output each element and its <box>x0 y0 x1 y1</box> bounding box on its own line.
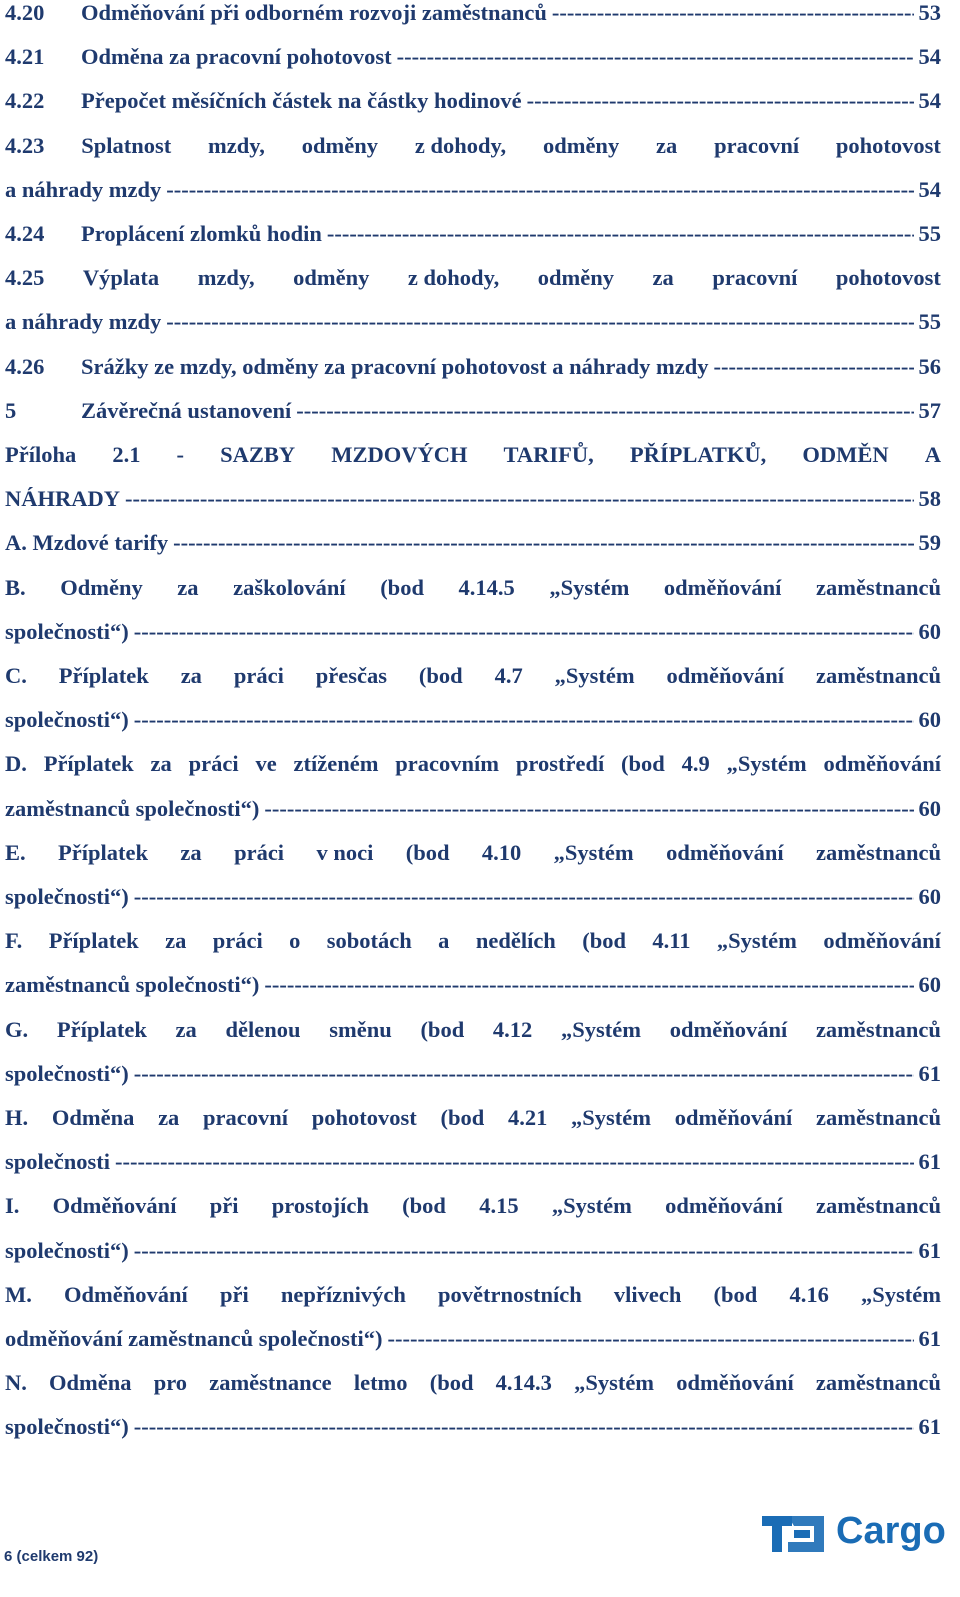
toc-word: (bod <box>418 663 463 688</box>
toc-word: a <box>438 928 450 954</box>
toc-page-number: 61 <box>918 1060 941 1086</box>
toc-leader-dots <box>166 309 913 335</box>
toc-word: prostředí <box>515 751 605 777</box>
toc-word: zaměstnanců <box>815 839 941 865</box>
toc-word: odměňování <box>666 663 785 688</box>
toc-entry-number: 4.24 <box>5 221 45 246</box>
toc-page-number: 58 <box>918 486 941 512</box>
toc-page-number: 59 <box>918 530 941 556</box>
toc-word: 4.21 <box>507 1105 548 1130</box>
toc-entry-first-line <box>5 1370 941 1414</box>
toc-word: 4.23 <box>5 132 45 158</box>
toc-leader-dots <box>134 707 914 733</box>
toc-entry-title: odměňování zaměstnanců společnosti“) <box>5 1326 383 1351</box>
toc-word: odměny <box>542 132 620 158</box>
toc-word: Příplatek <box>43 751 134 777</box>
toc-page-number: 60 <box>918 707 941 733</box>
toc-entry-first-line <box>5 1017 941 1061</box>
toc-leader-dots <box>173 530 913 556</box>
toc-leader-dots <box>134 1414 914 1440</box>
toc-leader-dots <box>296 398 913 424</box>
toc-entry-title: A. Mzdové tarify <box>5 530 169 556</box>
toc-word: Odměny <box>60 574 143 600</box>
toc-word: za <box>165 928 187 954</box>
toc-word: (bod <box>621 751 665 777</box>
toc-word: za <box>175 1016 197 1042</box>
toc-word: 4.25 <box>5 265 45 291</box>
toc-word: pohotovost <box>311 1105 417 1130</box>
toc-word: „Systém <box>716 928 797 954</box>
toc-word: D. <box>5 751 27 777</box>
toc-page-number: 54 <box>918 176 941 202</box>
toc-entry-first-line <box>5 575 941 619</box>
toc-word: práci <box>233 663 284 688</box>
toc-entry-continuation <box>5 177 941 221</box>
toc-word: „Systém <box>860 1281 941 1307</box>
toc-entry-title: společnosti“) <box>5 1414 129 1440</box>
toc-entry-number: 4.26 <box>5 353 45 379</box>
toc-leader-dots <box>115 1149 913 1175</box>
toc-entry-title: 4.21 Odměna za pracovní pohotovost <box>5 44 392 70</box>
toc-entry-first-line <box>5 442 941 486</box>
toc-word: dělenou <box>225 1016 301 1042</box>
toc-word: pohotovost <box>835 265 941 291</box>
toc-leader-dots <box>397 44 914 70</box>
toc-entry-continuation <box>5 707 941 751</box>
toc-entry-first-line <box>5 265 941 309</box>
toc-word: prostojích <box>271 1193 369 1219</box>
toc-entry-title: společnosti“) <box>5 884 129 909</box>
toc-entry-title: zaměstnanců společnosti“) <box>5 972 260 998</box>
toc-word: MZDOVÝCH <box>331 442 468 467</box>
toc-page-number: 54 <box>918 44 941 70</box>
toc-word: letmo <box>353 1370 408 1396</box>
toc-entry-continuation <box>5 1238 941 1282</box>
toc-word: Odměňování <box>52 1193 177 1219</box>
toc-word: G. <box>5 1016 29 1042</box>
toc-word: Splatnost <box>81 132 172 158</box>
toc-entry-title: 5 Závěrečná ustanovení <box>5 397 292 423</box>
toc-leader-dots <box>714 354 914 380</box>
toc-word: za <box>177 574 199 600</box>
toc-word: odměňování <box>665 1193 783 1219</box>
toc-entry <box>5 0 941 44</box>
toc-word: F. <box>5 928 23 954</box>
toc-entry-title: společnosti“) <box>5 1060 129 1086</box>
toc-page-number: 55 <box>918 221 941 246</box>
toc-word: (bod <box>713 1281 758 1307</box>
toc-word: za <box>656 132 678 158</box>
toc-word: (bod <box>582 928 626 954</box>
toc-word: Výplata <box>82 265 160 291</box>
toc-word: E. <box>5 839 26 865</box>
toc-entry-number: 4.22 <box>5 88 45 114</box>
toc-word: za <box>180 663 202 688</box>
toc-word: „Systém <box>554 663 635 688</box>
page-number: 6 (celkem 92) <box>4 1548 99 1565</box>
toc-word: zaměstnanců <box>815 1105 941 1130</box>
toc-word: odměňování <box>663 574 782 600</box>
toc-word: v noci <box>316 839 374 865</box>
toc-word: 4.9 <box>681 751 710 777</box>
toc-entry-first-line <box>5 1193 941 1237</box>
toc-leader-dots <box>264 972 913 998</box>
toc-word: SAZBY <box>220 442 296 467</box>
toc-word: práci <box>188 751 239 777</box>
toc-entry-continuation <box>5 972 941 1016</box>
toc-word: z dohody, <box>414 132 507 158</box>
toc-entry-title: společnosti <box>5 1149 111 1175</box>
toc-word: odměny <box>537 265 615 291</box>
toc-entry-title: 4.26 Srážky ze mzdy, odměny za pracovní pohotovost a náhrady mzdy <box>5 353 709 379</box>
toc-page-number: 56 <box>918 353 941 379</box>
toc-word: mzdy, <box>197 265 255 291</box>
toc-word: ODMĚN <box>802 442 889 467</box>
toc-word: pracovní <box>203 1105 289 1130</box>
toc-word: Odměna <box>51 1105 135 1130</box>
toc-leader-dots <box>125 486 914 512</box>
toc-word: odměňování <box>669 1016 788 1042</box>
toc-page-number: 61 <box>918 1326 941 1351</box>
toc-word: zaměstnanců <box>815 1370 941 1396</box>
toc-entry-first-line <box>5 133 941 177</box>
toc-page-number: 55 <box>918 309 941 335</box>
toc-entry-number: 4.20 <box>5 0 45 25</box>
toc-entry-title: a náhrady mzdy <box>5 309 162 335</box>
toc-word: (bod <box>429 1370 474 1396</box>
toc-entry-title: společnosti“) <box>5 618 129 644</box>
toc-word: N. <box>5 1370 27 1396</box>
toc-word: C. <box>5 663 27 688</box>
toc-leader-dots <box>552 0 914 26</box>
toc-word: „Systém <box>726 751 807 777</box>
toc-word: odměny <box>293 265 370 291</box>
toc-word: „Systém <box>561 1016 641 1042</box>
toc-entry <box>5 354 941 398</box>
toc-leader-dots <box>134 1238 914 1264</box>
toc-word: z dohody, <box>407 265 500 291</box>
toc-entry-continuation <box>5 486 941 530</box>
toc-word: zaměstnance <box>209 1370 332 1396</box>
toc-word: odměny <box>301 132 379 158</box>
toc-word: 4.7 <box>494 663 523 688</box>
toc-leader-dots <box>264 796 913 822</box>
toc-word: Příplatek <box>48 928 139 954</box>
toc-word: při <box>219 1281 249 1307</box>
toc-word: nedělích <box>475 928 556 954</box>
toc-word: TARIFŮ, <box>503 442 594 467</box>
toc-leader-dots <box>134 1061 914 1087</box>
toc-word: A <box>924 442 941 467</box>
toc-leader-dots <box>527 88 914 114</box>
toc-word: zaměstnanců <box>815 663 941 688</box>
toc-word: zaměstnanců <box>815 1193 941 1219</box>
toc-word: zaměstnanců <box>816 574 941 600</box>
toc-word: - <box>176 442 185 467</box>
toc-word: odměňování <box>823 928 941 954</box>
toc-entry-first-line <box>5 840 941 884</box>
toc-word: 4.12 <box>492 1016 533 1042</box>
toc-entry-first-line <box>5 663 941 707</box>
toc-entry-continuation <box>5 1414 941 1458</box>
toc-page-number: 61 <box>918 1237 941 1263</box>
toc-word: přesčas <box>315 663 387 688</box>
toc-entry-number: 5 <box>5 397 17 423</box>
toc-word: Odměna <box>49 1370 132 1396</box>
toc-word: (bod <box>380 574 424 600</box>
toc-word: pohotovost <box>835 132 941 158</box>
toc-word: 4.16 <box>789 1281 829 1307</box>
toc-entry-first-line <box>5 928 941 972</box>
toc-page-number: 60 <box>918 972 941 998</box>
toc-word: H. <box>5 1105 29 1130</box>
toc-entry-continuation <box>5 1061 941 1105</box>
toc-word: odměňování <box>676 1370 794 1396</box>
toc-word: Příplatek <box>56 1016 147 1042</box>
toc-entry-continuation <box>5 884 941 928</box>
toc-word: pracovní <box>712 265 798 291</box>
toc-entry-first-line <box>5 1105 941 1149</box>
toc-word: Příplatek <box>58 839 149 865</box>
toc-word: „Systém <box>574 1370 655 1396</box>
toc-word: PŘÍPLATKŮ, <box>629 442 767 467</box>
toc-entry-title: 4.22 Přepočet měsíčních částek na částky hodinové <box>5 88 522 114</box>
toc-word: povětrnostních <box>438 1281 582 1307</box>
toc-word: Odměňování <box>64 1281 188 1307</box>
toc-page-number: 57 <box>918 397 941 423</box>
toc-word: odměňování <box>674 1105 793 1130</box>
toc-page-number: 54 <box>918 88 941 114</box>
toc-word: ztíženém <box>293 751 379 777</box>
toc-entry-title: a náhrady mzdy <box>5 176 162 202</box>
toc-entry-first-line <box>5 1282 941 1326</box>
toc-entry-title: 4.24 Proplácení zlomků hodin <box>5 221 322 246</box>
toc-word: práci <box>212 928 263 954</box>
toc-word: sobotách <box>326 928 412 954</box>
toc-entry-continuation <box>5 309 941 353</box>
toc-leader-dots <box>134 884 914 910</box>
toc-word: směnu <box>329 1016 392 1042</box>
toc-word: za <box>158 1105 180 1130</box>
toc-entry-continuation <box>5 1326 941 1370</box>
toc-word: Příplatek <box>58 663 149 688</box>
toc-word: 4.11 <box>652 928 691 954</box>
toc-leader-dots <box>166 177 913 203</box>
toc-word: (bod <box>420 1016 465 1042</box>
toc-leader-dots <box>134 619 914 645</box>
toc-entry-continuation <box>5 796 941 840</box>
toc-word: odměňování <box>666 839 784 865</box>
toc-entry-continuation <box>5 1149 941 1193</box>
toc-entry-number: 4.21 <box>5 44 45 70</box>
toc-word: „Systém <box>571 1105 652 1130</box>
toc-word: nepříznivých <box>280 1281 406 1307</box>
toc-entry-title: zaměstnanců společnosti“) <box>5 795 260 821</box>
toc-word: M. <box>5 1281 32 1307</box>
toc-leader-dots <box>327 221 914 247</box>
toc-word: zaměstnanců <box>815 1016 941 1042</box>
toc-leader-dots <box>388 1326 914 1352</box>
toc-entry <box>5 88 941 132</box>
toc-word: „Systém <box>551 1193 632 1219</box>
toc-entry <box>5 221 941 265</box>
toc-page-number: 53 <box>918 0 941 25</box>
toc-word: odměňování <box>823 751 941 777</box>
toc-entry <box>5 44 941 88</box>
toc-word: o <box>289 928 301 954</box>
toc-word: 4.10 <box>481 839 522 865</box>
toc-page-number: 61 <box>918 1414 941 1440</box>
toc-word: pracovní <box>714 132 800 158</box>
toc-entry <box>5 398 941 442</box>
toc-word: 4.14.5 <box>458 574 515 600</box>
toc-word: zaškolování <box>233 574 346 600</box>
toc-entry-continuation <box>5 619 941 663</box>
toc-word: (bod <box>405 839 450 865</box>
toc-entry-first-line <box>5 751 941 795</box>
toc-page-number: 61 <box>918 1149 941 1175</box>
logo-text: Cargo <box>836 1510 946 1552</box>
toc-word: pracovním <box>395 751 500 777</box>
toc-word: (bod <box>440 1105 485 1130</box>
toc-word: I. <box>5 1193 20 1219</box>
toc-word: „Systém <box>549 574 630 600</box>
toc-page-number: 60 <box>918 618 941 644</box>
toc-word: (bod <box>402 1193 446 1219</box>
toc-word: 4.15 <box>479 1193 519 1219</box>
toc-word: mzdy, <box>208 132 265 158</box>
toc-word: práci <box>234 839 285 865</box>
toc-word: pro <box>153 1370 188 1396</box>
toc-entry-title: 4.20 Odměňování při odborném rozvoji zaměstnanců <box>5 0 547 25</box>
toc-page-number: 60 <box>918 884 941 909</box>
toc-word: za <box>150 751 172 777</box>
toc-word: při <box>209 1193 239 1219</box>
toc-word: za <box>652 265 674 291</box>
toc-entry-title: NÁHRADY <box>5 486 120 512</box>
toc-word: Příloha <box>5 442 77 467</box>
toc-entry <box>5 530 941 574</box>
toc-word: „Systém <box>553 839 634 865</box>
toc-entry-title: společnosti“) <box>5 1237 129 1263</box>
toc-word: za <box>180 839 202 865</box>
toc-word: 2.1 <box>112 442 141 467</box>
toc-word: ve <box>255 751 277 777</box>
toc-word: vlivech <box>613 1281 682 1307</box>
toc-word: B. <box>5 574 26 600</box>
toc-page-number: 60 <box>918 795 941 821</box>
toc-entry-title: společnosti“) <box>5 707 129 733</box>
toc-word: 4.14.3 <box>495 1370 552 1396</box>
